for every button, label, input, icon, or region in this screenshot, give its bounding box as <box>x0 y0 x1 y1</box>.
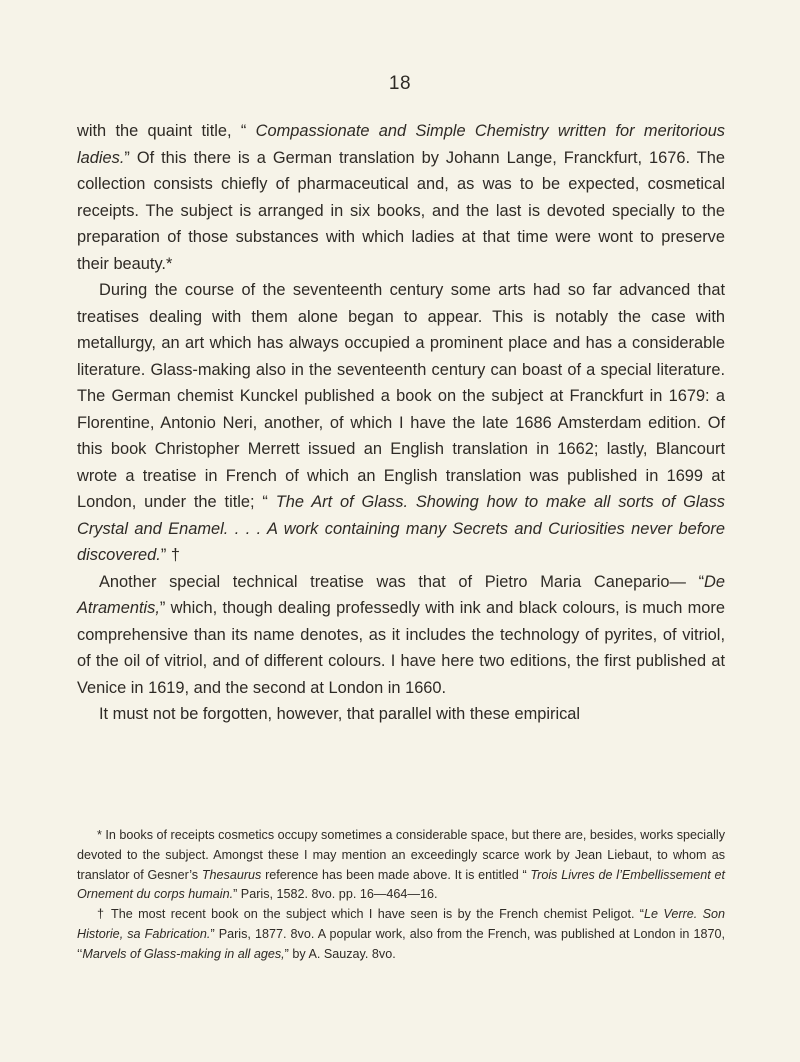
paragraph <box>77 118 725 277</box>
text-segment: ” † <box>160 546 180 564</box>
paragraph <box>77 701 725 728</box>
paragraph <box>77 569 725 702</box>
italic-title: Marvels of Glass-making in all ages, <box>82 946 285 961</box>
text-segment: Another special technical treatise was that of Pietro Maria Canepario— “ <box>99 572 705 591</box>
italic-title: The Art of Glass. Showing how to make all sorts of Glass Crystal and Enamel. . . . A work containing many Secrets and Curiosities never before discovered. <box>77 493 726 564</box>
italic-title: Trois Livres de l’Embellissement et Ornement du corps humain. <box>77 867 725 902</box>
italic-title: Le Verre. Son Historie, sa Fabrication. <box>77 907 725 941</box>
text-segment: During the course of the seventeenth century some arts had so far advanced that treatises dealing with them alone began to appear. This is notably the case with metallurgy, an art which has always occupied a prominent place and has a considerable literature. Glass-making also in the seventeenth century can boast of a special literature. The German chemist Kunckel published a book on the subject at Franckfurt in 1679: a Florentine, Antonio Neri, another, of which I have the late 1686 Amsterdam edition. Of this book Christopher Merrett issued an English translation in 1662; lastly, Blancourt wrote a treatise in French of which an English translation was published in 1699 at London, under the title; “ <box>77 281 725 511</box>
text-segment: with the quaint title, “ <box>77 122 256 140</box>
italic-title: Thesaurus <box>201 867 262 882</box>
footnote <box>77 905 725 964</box>
italic-title: De Atramentis, <box>77 572 725 617</box>
text-segment: ” by A. Sauzay. 8vo. <box>284 946 396 961</box>
paragraph <box>77 277 725 569</box>
footnote <box>77 826 725 905</box>
text-segment: † The most recent book on the subject which I have seen is by the French chemist Peligot. “ <box>97 907 645 922</box>
footnotes <box>77 826 725 965</box>
text-segment: ” Paris, 1877. 8vo. A popular work, also from the French, was published at London in 1870, ‘‘ <box>77 926 725 961</box>
text-segment: ” which, though dealing professedly with ink and black colours, is much more comprehensive than its name denotes, as it includes the technology of pyrites, of vitriol, of the oil of vitriol, and of different colours. I have here two editions, the first published at Venice in 1619, and the second at London in 1660. <box>77 599 725 697</box>
italic-title: Compassionate and Simple Chemistry written for meritorious ladies. <box>77 122 725 167</box>
text-segment: ” Of this there is a German translation by Johann Lange, Franckfurt, 1676. The collection consists chiefly of pharmaceutical and, as was to be expected, cosmetical receipts. The subject is arranged in six books, and the last is devoted specially to the preparation of those substances with which ladies at that time were wont to preserve their beauty.* <box>77 148 725 273</box>
text-segment: * In books of receipts cosmetics occupy sometimes a considerable space, but there are, besides, works specially devoted to the subject. Amongst these I may mention an exceedingly scarce work by Jean Liebaut, to whom as translator of Gesner’s <box>77 828 725 882</box>
page-number: 18 <box>388 73 412 94</box>
text-segment: It must not be forgotten, however, that parallel with these empirical <box>99 705 581 723</box>
body-text <box>77 118 725 728</box>
text-segment: reference has been made above. It is entitled “ <box>261 867 531 882</box>
text-segment: ” Paris, 1582. 8vo. pp. 16—464—16. <box>233 887 438 902</box>
